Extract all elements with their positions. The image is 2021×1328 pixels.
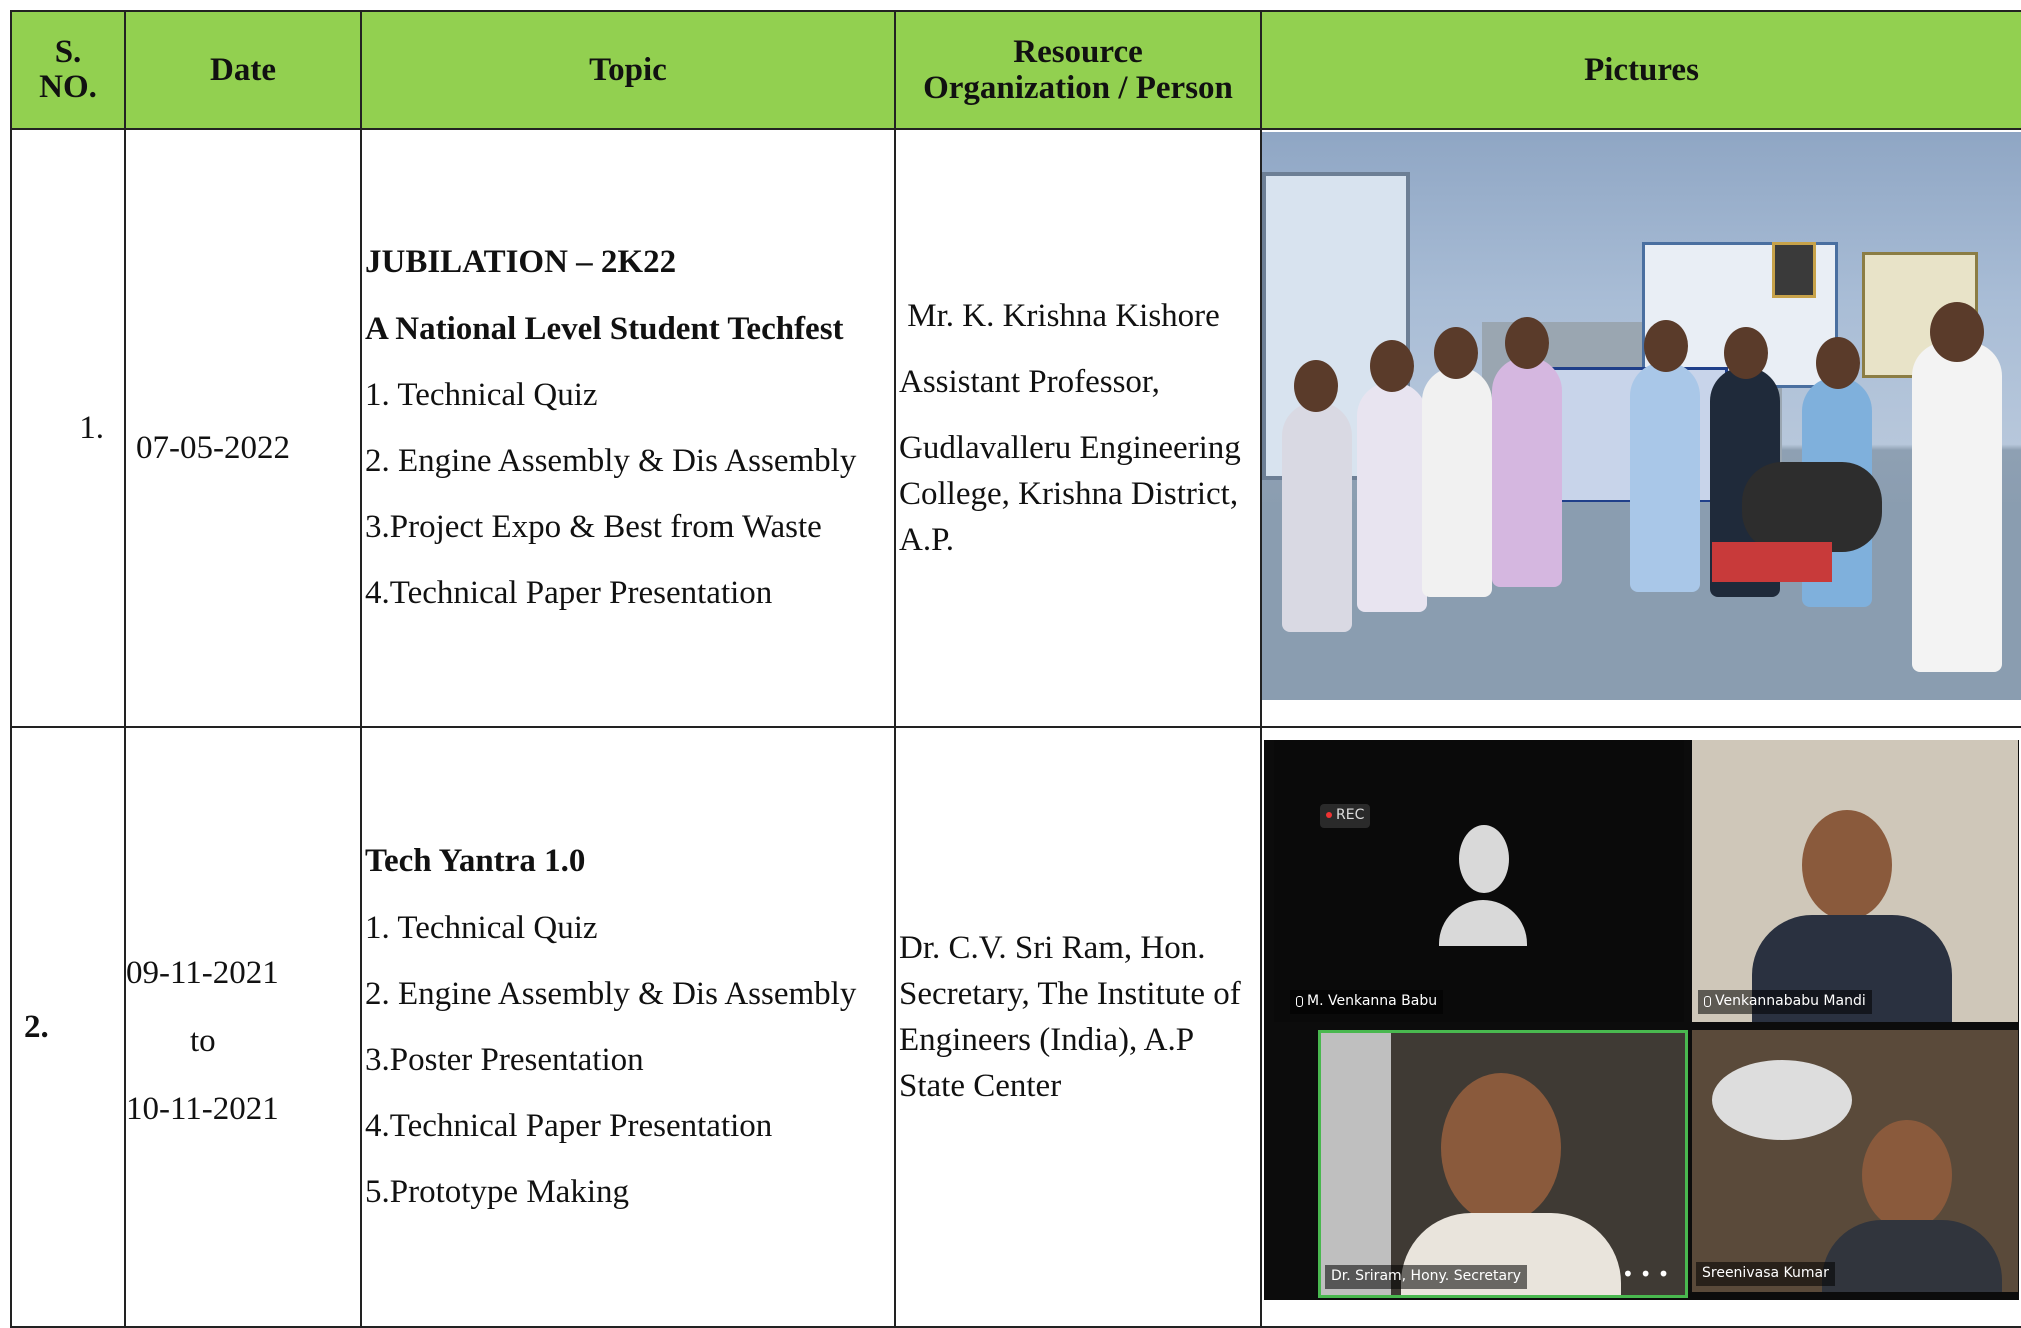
video-call-screenshot [1264, 740, 2019, 1300]
participant-background [1321, 1033, 1391, 1295]
photo-person-head [1816, 337, 1860, 389]
row2-topic-title: Tech Yantra 1.0 [365, 843, 586, 880]
participant-name: Dr. Sriram, Hony. Secretary [1325, 1265, 1527, 1289]
photo-portrait [1772, 242, 1816, 298]
row1-topic [361, 129, 895, 727]
row2-pictures [1261, 727, 2021, 1327]
header-pictures: Pictures [1261, 11, 2021, 129]
row2-date-to: 10-11-2021 [126, 1091, 279, 1128]
row1-topic-item: 3.Project Expo & Best from Waste [365, 509, 822, 546]
row2-photo [1262, 728, 2021, 1326]
header-resource [895, 11, 1261, 129]
participant-tile [1274, 740, 1684, 1022]
avatar-placeholder-body [1439, 900, 1527, 946]
header-sno-line1: S. [54, 34, 82, 71]
participant-face [1802, 810, 1892, 920]
participant-background [1712, 1060, 1852, 1140]
more-options-icon: ••• [1622, 1262, 1676, 1286]
participant-name: Sreenivasa Kumar [1696, 1262, 1835, 1286]
participant-name: Venkannababu Mandi [1698, 990, 1872, 1014]
row2-topic-item: 4.Technical Paper Presentation [365, 1108, 773, 1145]
events-table [10, 10, 2021, 1328]
row1-topic-item: 2. Engine Assembly & Dis Assembly [365, 443, 857, 479]
avatar-placeholder-icon [1459, 825, 1509, 893]
row1-sno: 1. [11, 129, 125, 727]
photo-person-head [1505, 317, 1549, 369]
row2-date-to-word: to [190, 1022, 216, 1059]
photo-person [1492, 357, 1562, 587]
recording-badge: REC [1320, 804, 1370, 828]
photo-person [1422, 367, 1492, 597]
header-resource-line2: Organization / Person [923, 70, 1233, 106]
header-row [11, 11, 2021, 129]
lab-photo [1262, 132, 2021, 700]
row2-topic-item: 5.Prototype Making [365, 1174, 629, 1211]
photo-person [1630, 362, 1700, 592]
row2-topic-item: 1. Technical Quiz [365, 909, 598, 946]
participant-name: M. Venkanna Babu [1290, 990, 1443, 1014]
participant-tile [1692, 1030, 2018, 1292]
header-resource-line1: Resource [1013, 33, 1143, 70]
row1-date: 07-05-2022 [125, 129, 361, 727]
row1-photo [1262, 130, 2021, 726]
row2-date [125, 727, 361, 1327]
photo-person-head [1434, 327, 1478, 379]
row2-resource: Dr. C.V. Sri Ram, Hon. Secretary, The Institute of Engineers (India), A.P State Center [895, 727, 1261, 1327]
row2-topic-item: 3.Poster Presentation [365, 1042, 644, 1078]
header-date: Date [125, 11, 361, 129]
photo-person-head [1930, 302, 1984, 362]
table-row [11, 129, 2021, 727]
mic-off-icon [1296, 996, 1303, 1007]
row1-topic-item: 1. Technical Quiz [365, 376, 598, 413]
photo-person-head [1644, 320, 1688, 372]
row1-topic-subtitle: A National Level Student Techfest [365, 310, 844, 347]
participant-tile [1692, 740, 2018, 1022]
header-topic: Topic [361, 11, 895, 129]
mic-icon [1704, 996, 1711, 1007]
photo-person-head [1294, 360, 1338, 412]
photo-person [1912, 342, 2002, 672]
row1-topic-item: 4.Technical Paper Presentation [365, 575, 773, 612]
row2-topic [361, 727, 895, 1327]
participant-face [1441, 1073, 1561, 1223]
participant-face [1862, 1120, 1952, 1230]
row1-topic-title: JUBILATION – 2K22 [365, 244, 677, 281]
table-row [11, 727, 2021, 1327]
row1-resource-org: Gudlavalleru Engineering College, Krishna District, A.P. [899, 429, 1241, 559]
photo-person-head [1370, 340, 1414, 392]
row1-resource-role: Assistant Professor, [899, 363, 1160, 400]
row1-resource-name: Mr. K. Krishna Kishore [899, 297, 1220, 334]
row2-date-from: 09-11-2021 [126, 954, 279, 991]
row2-topic-item: 2. Engine Assembly & Dis Assembly [365, 975, 857, 1012]
photo-engine [1742, 462, 1882, 552]
photo-person-head [1724, 327, 1768, 379]
row1-resource [895, 129, 1261, 727]
row1-pictures [1261, 129, 2021, 727]
row2-sno: 2. [11, 727, 125, 1327]
photo-person [1357, 382, 1427, 612]
header-sno [11, 11, 125, 129]
participant-shirt [1822, 1220, 2002, 1292]
participant-tile-active [1318, 1030, 1688, 1298]
photo-person [1282, 402, 1352, 632]
header-sno-line2: NO. [39, 69, 97, 105]
photo-tool-tray [1712, 542, 1832, 582]
